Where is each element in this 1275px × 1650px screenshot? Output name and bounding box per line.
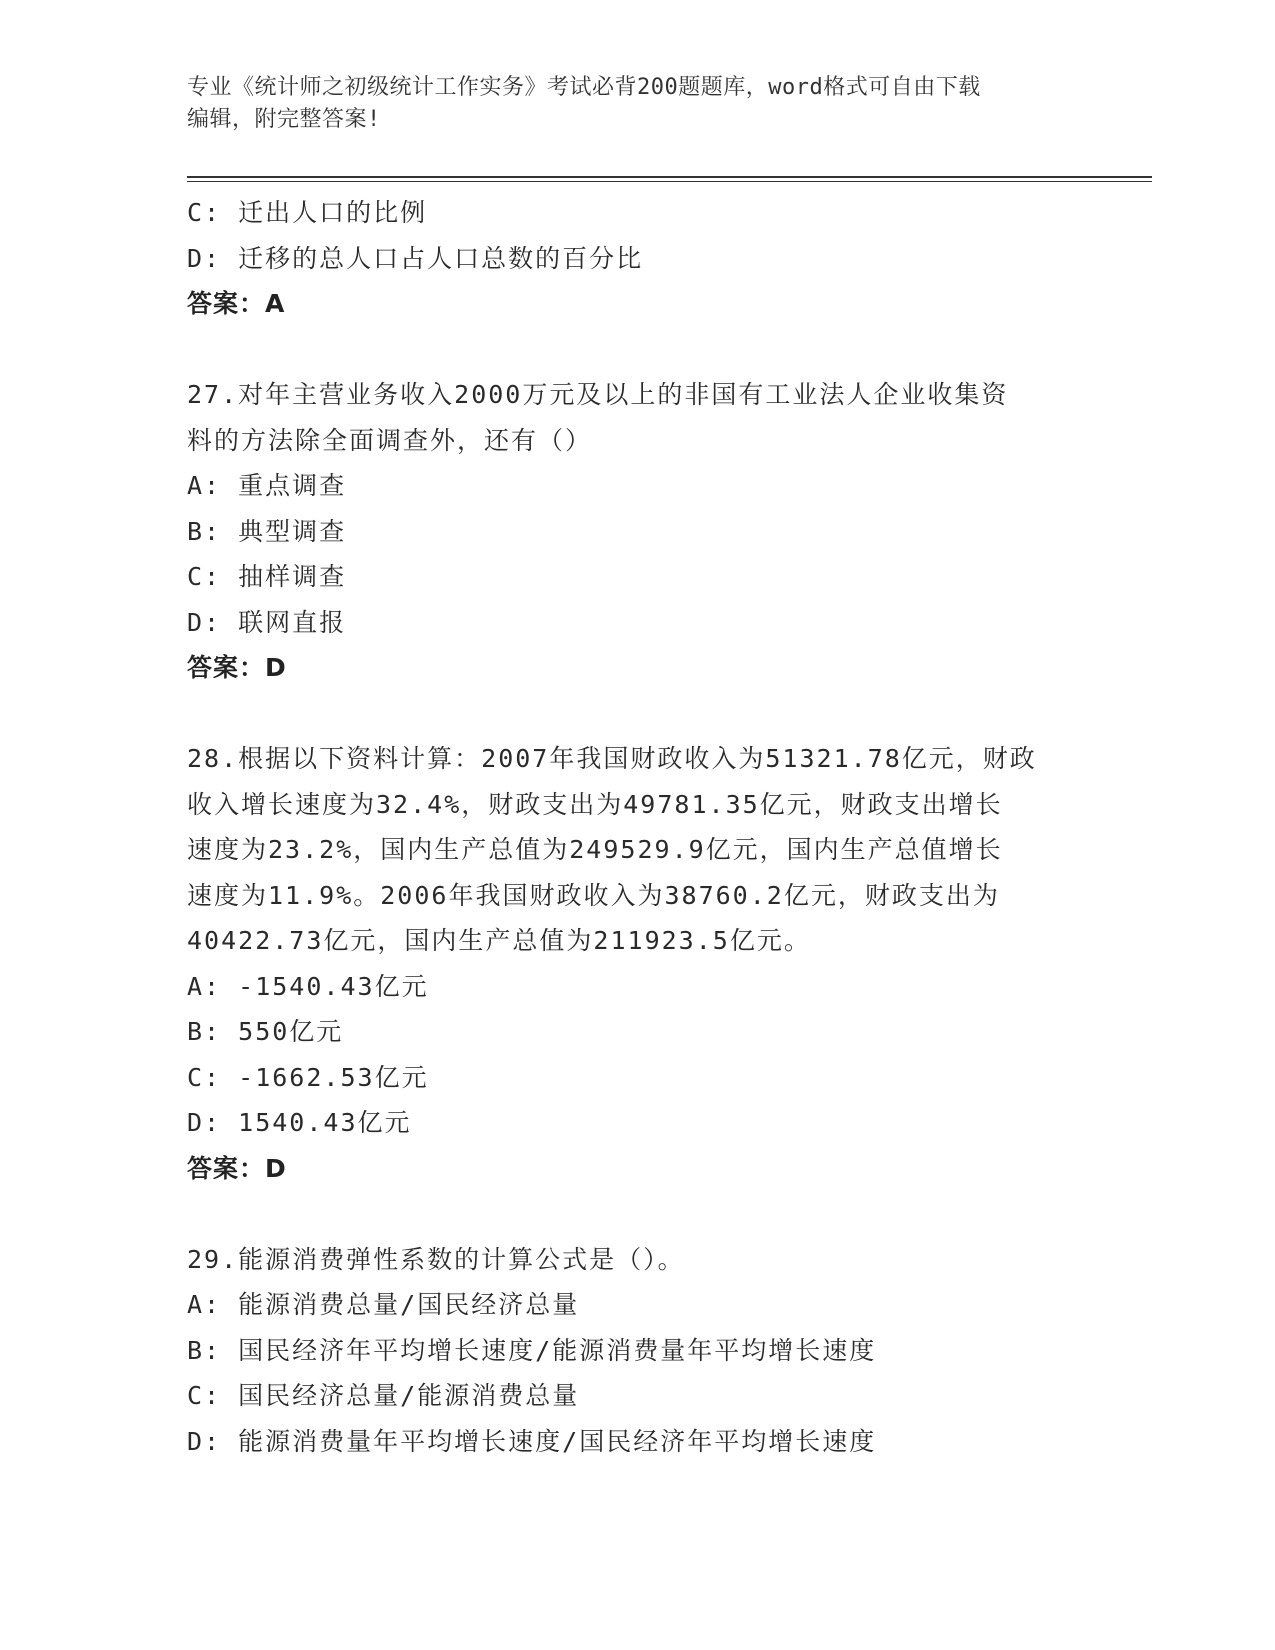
option-c: C: 迁出人口的比例 <box>187 198 428 227</box>
question-list <box>187 190 1087 1464</box>
option-a: A: 重点调查 <box>187 471 347 500</box>
header-rule-thin <box>187 181 1152 182</box>
answer: 答案：A <box>187 289 286 318</box>
question-stem: 28.根据以下资料计算：2007年我国财政收入为51321.78亿元，财政 <box>187 744 1037 773</box>
option-d: D: 1540.43亿元 <box>187 1108 412 1137</box>
option-d: D: 迁移的总人口占人口总数的百分比 <box>187 243 644 273</box>
option-c: C: 抽样调查 <box>187 562 347 591</box>
question-27 <box>187 372 1087 691</box>
question-stem: 40422.73亿元，国内生产总值为211923.5亿元。 <box>187 926 811 955</box>
option-b: B: 典型调查 <box>187 516 347 546</box>
question-28 <box>187 736 1087 1191</box>
document-header <box>187 72 1087 136</box>
header-rule-thick <box>187 176 1152 178</box>
header-title-line2: 编辑，附完整答案! <box>187 107 381 132</box>
answer: 答案：D <box>187 1153 287 1183</box>
question-stem: 料的方法除全面调查外，还有（） <box>187 425 593 455</box>
option-b: B: 550亿元 <box>187 1017 344 1046</box>
option-d: D: 能源消费量年平均增长速度/国民经济年平均增长速度 <box>187 1426 877 1456</box>
question-stem: 27.对年主营业务收入2000万元及以上的非国有工业法人企业收集资 <box>187 380 1009 409</box>
question-stem: 29.能源消费弹性系数的计算公式是（）。 <box>187 1244 685 1274</box>
question-stem: 速度为23.2%，国内生产总值为249529.9亿元，国内生产总值增长 <box>187 835 1003 864</box>
option-c: C: 国民经济总量/能源消费总量 <box>187 1381 580 1410</box>
question-stem: 速度为11.9%。2006年我国财政收入为38760.2亿元，财政支出为 <box>187 880 1000 910</box>
option-d: D: 联网直报 <box>187 607 347 637</box>
answer: 答案：D <box>187 653 287 682</box>
header-title-line1: 专业《统计师之初级统计工作实务》考试必背200题题库，word格式可自由下载 <box>187 75 981 100</box>
option-a: A: -1540.43亿元 <box>187 971 429 1001</box>
option-c: C: -1662.53亿元 <box>187 1062 429 1092</box>
question-26-tail <box>187 190 1087 327</box>
option-a: A: 能源消费总量/国民经济总量 <box>187 1290 580 1319</box>
question-29 <box>187 1237 1087 1465</box>
option-b: B: 国民经济年平均增长速度/能源消费量年平均增长速度 <box>187 1335 877 1365</box>
question-stem: 收入增长速度为32.4%，财政支出为49781.35亿元，财政支出增长 <box>187 789 1003 819</box>
